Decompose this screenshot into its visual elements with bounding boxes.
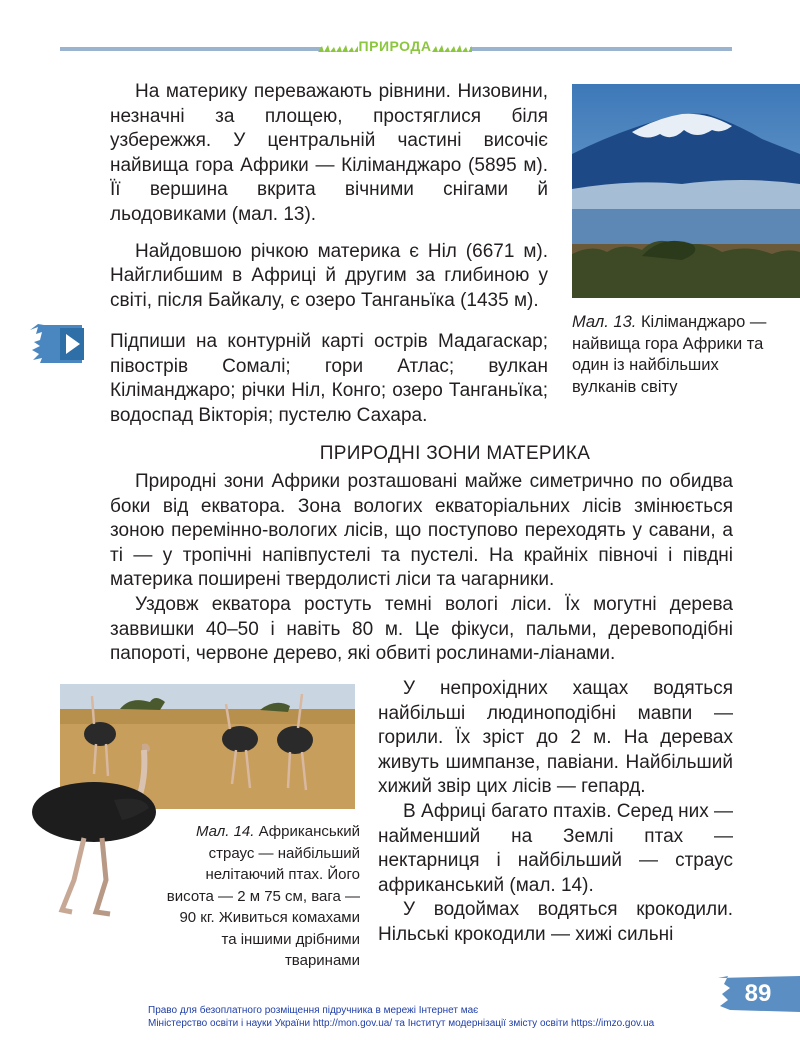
header-line-right bbox=[470, 47, 732, 51]
paragraph: В Африці багато птахів. Серед них — найменший на Землі птах — нектарниця і найбільший — страус африканський (мал. 14). bbox=[378, 800, 734, 896]
footer-line-1: Право для безоплатного розміщення підручника в мережі Інтернет має bbox=[148, 1005, 479, 1016]
kilimanjaro-photo bbox=[572, 84, 800, 298]
intro-text-block bbox=[110, 80, 548, 313]
figure-13-label: Мал. 13. bbox=[572, 313, 637, 331]
paragraph: У водоймах водяться крокодили. Нільські крокодили — хижі сильні bbox=[378, 899, 733, 945]
main-text-block bbox=[110, 470, 733, 667]
figure-13-caption bbox=[572, 312, 772, 398]
figure-13-text: Кіліманджаро — найвища гора Африки та один із найбільших вулканів світу bbox=[572, 313, 767, 396]
copyright-footer bbox=[148, 1004, 708, 1030]
page-number: 89 bbox=[744, 980, 772, 1007]
paragraph: У непрохідних хащах водяться найбільші людиноподібні мавпи — горили. Їх зріст до 2 м. На деревах живуть шимпанзе, павіани. Найбільший хижий звір цих лісів — гепард. bbox=[378, 678, 733, 798]
header-line-left bbox=[60, 47, 322, 51]
paragraph: Природні зони Африки розташовані майже симетрично по обидва боки від екватора. Зона вологих екваторіальних лісів змінюється зоною перемінно-вологих лісів, що поступово переходять у савани, а ті — у тропічні напівпустелі та пустелі. На крайніх півночі і півдні материка поширені твердолисті ліси та чагарники. bbox=[110, 471, 733, 591]
paragraph: На материку переважають рівнини. Низовини, незначні за площею, простяглися біля узбережжя. У центральній частині височіє найвища гора Африки — Кіліманджаро (5895 м). Її вершина вкрита вічними снігами й льодовиками (мал. 13). bbox=[110, 81, 548, 225]
figure-14-text: Африканський страус — найбільший нелітаючий птах. Його висота — 2 м 75 см, вага — 90 кг. Живиться комахами та іншими дрібними тваринами bbox=[166, 823, 360, 969]
section-header-title: ПРИРОДА bbox=[358, 38, 432, 54]
figure-14-caption bbox=[166, 821, 360, 972]
animals-text-block bbox=[378, 677, 733, 948]
paragraph: Уздовж екватора ростуть темні вологі ліси. Їх могутні дерева заввишки 40–50 і навіть 80 м. Це фікуси, пальми, деревоподібні папороті, червоне дерево, які обвиті рослинами-ліанами. bbox=[110, 593, 733, 665]
figure-14-label: Мал. 14. bbox=[195, 823, 255, 840]
task-text-block bbox=[110, 330, 548, 428]
play-task-icon bbox=[30, 324, 90, 364]
ostrich-illustration bbox=[14, 740, 164, 920]
section-title: ПРИРОДНІ ЗОНИ МАТЕРИКА bbox=[319, 443, 591, 464]
paragraph: Найдовшою річкою материка є Ніл (6671 м). Найглибшим в Африці й другим за глибиною у світі, після Байкалу, є озеро Танганьїка (1435 м). bbox=[110, 240, 548, 311]
task-paragraph: Підпиши на контурній карті острів Мадагаскар; півострів Сомалі; гори Атлас; вулкан Кіліманджаро; річки Ніл, Конго; озеро Танганьїка; водоспад Вікторія; пустелю Сахара. bbox=[110, 331, 548, 426]
footer-line-2: Міністерство освіти і науки України http://mon.gov.ua/ та Інститут модернізації змісту освіти https://imzo.gov.ua bbox=[148, 1018, 655, 1029]
